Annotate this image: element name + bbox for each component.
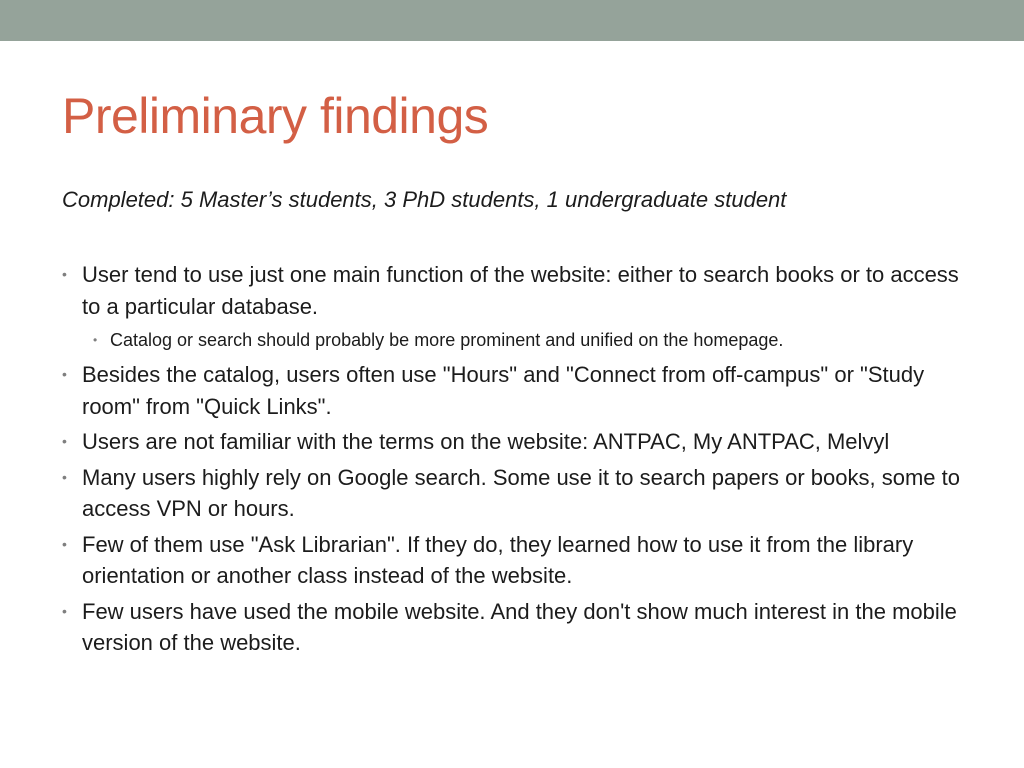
bullet-text: Many users highly rely on Google search. Some use it to search papers or books, some to access VPN or hours. [82,464,960,521]
bullet-icon: • [62,535,67,552]
bullet-item [62,259,962,322]
bullet-text: User tend to use just one main function of the website: either to search books or to access to a particular database. [82,262,959,319]
sub-bullet-item [93,327,870,354]
bullet-text: Few users have used the mobile website. And they don't show much interest in the mobile version of the website. [82,598,957,655]
slide-title: Preliminary findings [62,88,489,144]
top-accent-band [0,0,1024,41]
slide-subtitle: Completed: 5 Master’s students, 3 PhD students, 1 undergraduate student [62,187,787,212]
bullet-text: Few of them use "Ask Librarian". If they do, they learned how to use it from the library orientation or another class instead of the website. [82,531,914,588]
bullet-icon: • [62,468,67,485]
bullet-item [62,426,962,458]
sub-bullet-icon: • [93,333,98,347]
bullet-item [62,596,962,659]
bullet-text: Besides the catalog, users often use "Hours" and "Connect from off-campus" or "Study room" from "Quick Links". [82,362,925,419]
bullet-icon: • [62,433,67,449]
bullet-icon: • [62,602,67,619]
bullet-item [62,359,962,422]
bullet-text: Users are not familiar with the terms on the website: ANTPAC, My ANTPAC, Melvyl [82,429,890,454]
bullet-icon: • [62,266,67,282]
sub-bullet-text: Catalog or search should probably be more prominent and unified on the homepage. [110,330,784,350]
bullet-item [62,529,962,592]
bullet-item [62,462,962,525]
bullet-list [62,259,962,663]
bullet-icon: • [62,366,67,382]
